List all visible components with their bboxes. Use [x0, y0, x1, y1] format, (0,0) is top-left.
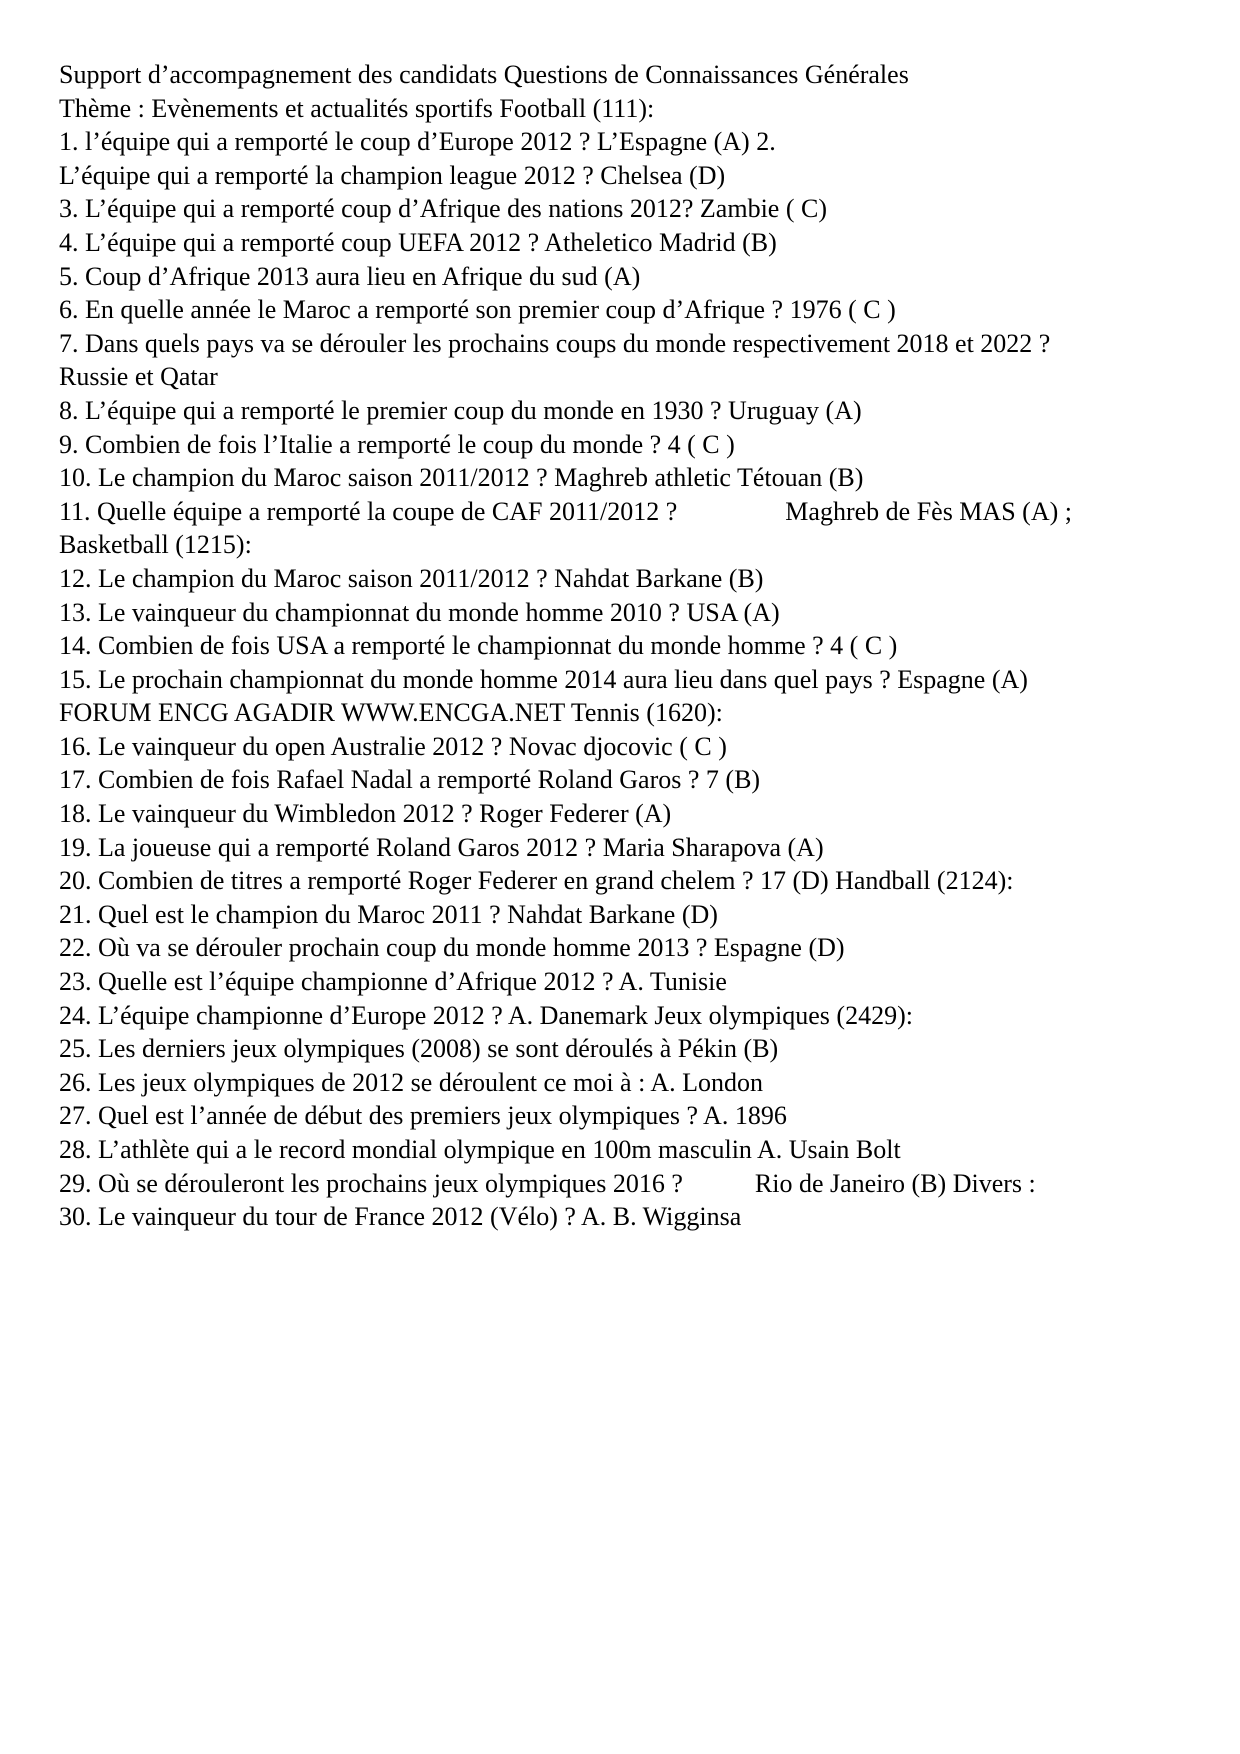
question-line: 25. Les derniers jeux olympiques (2008) se sont déroulés à Pékin (B) — [59, 1034, 779, 1064]
section-heading: Basketball (1215): — [59, 530, 252, 560]
question-line: 28. L’athlète qui a le record mondial olympique en 100m masculin A. Usain Bolt — [59, 1135, 901, 1164]
question-line: 19. La joueuse qui a remporté Roland Garos 2012 ? Maria Sharapova (A) — [59, 832, 824, 862]
question-line: 3. L’équipe qui a remporté coup d’Afrique des nations 2012? Zambie ( C) — [59, 194, 827, 224]
question-line: 14. Combien de fois USA a remporté le championnat du monde homme ? 4 ( C ) — [59, 631, 898, 661]
theme-heading: Thème : Evènements et actualités sportifs Football (111): — [59, 93, 655, 123]
question-line: 23. Quelle est l’équipe championne d’Afrique 2012 ? A. Tunisie — [59, 967, 727, 997]
question-line: 8. L’équipe qui a remporté le premier coup du monde en 1930 ? Uruguay (A) — [59, 395, 862, 425]
question-line: 18. Le vainqueur du Wimbledon 2012 ? Roger Federer (A) — [59, 799, 672, 829]
question-line: 17. Combien de fois Rafael Nadal a remporté Roland Garos ? 7 (B) — [59, 765, 761, 795]
question-line: 13. Le vainqueur du championnat du monde homme 2010 ? USA (A) — [59, 597, 780, 627]
question-line: 6. En quelle année le Maroc a remporté son premier coup d’Afrique ? 1976 ( C ) — [59, 295, 896, 325]
question-line: 26. Les jeux olympiques de 2012 se déroulent ce moi à : A. London — [59, 1067, 764, 1097]
question-line: 22. Où va se dérouler prochain coup du monde homme 2013 ? Espagne (D) — [59, 933, 845, 963]
question-line: 15. Le prochain championnat du monde homme 2014 aura lieu dans quel pays ? Espagne (A) — [59, 664, 1028, 694]
question-line: 20. Combien de titres a remporté Roger Federer en grand chelem ? 17 (D) Handball (2124): — [59, 866, 1014, 896]
question-text: 29. Où se dérouleront les prochains jeux olympiques 2016 ? — [59, 1168, 683, 1198]
question-line: Russie et Qatar — [59, 362, 218, 392]
question-line — [59, 1167, 1209, 1201]
question-line: 12. Le champion du Maroc saison 2011/2012 ? Nahdat Barkane (B) — [59, 563, 764, 593]
question-line — [59, 495, 1209, 529]
answer-text: Rio de Janeiro (B) Divers : — [754, 1168, 1036, 1198]
question-line: L’équipe qui a remporté la champion league 2012 ? Chelsea (D) — [59, 160, 726, 190]
question-line: 30. Le vainqueur du tour de France 2012 (Vélo) ? A. B. Wigginsa — [59, 1202, 742, 1232]
document-body — [59, 58, 1209, 1234]
question-line: 4. L’équipe qui a remporté coup UEFA 2012 ? Atheletico Madrid (B) — [59, 227, 777, 257]
question-line: 16. Le vainqueur du open Australie 2012 ? Novac djocovic ( C ) — [59, 731, 727, 761]
question-line: 21. Quel est le champion du Maroc 2011 ? Nahdat Barkane (D) — [59, 899, 718, 929]
question-line: 5. Coup d’Afrique 2013 aura lieu en Afrique du sud (A) — [59, 261, 641, 291]
question-line: 9. Combien de fois l’Italie a remporté le coup du monde ? 4 ( C ) — [59, 429, 735, 459]
question-line: 1. l’équipe qui a remporté le coup d’Europe 2012 ? L’Espagne (A) 2. — [59, 127, 776, 157]
answer-text: Maghreb de Fès MAS (A) ; — [785, 496, 1072, 526]
question-text: 11. Quelle équipe a remporté la coupe de CAF 2011/2012 ? — [59, 496, 678, 526]
question-line: 7. Dans quels pays va se dérouler les prochains coups du monde respectivement 2018 et 2022 ? — [59, 328, 1051, 358]
question-line: 24. L’équipe championne d’Europe 2012 ? A. Danemark Jeux olympiques (2429): — [59, 1000, 913, 1030]
question-line: 10. Le champion du Maroc saison 2011/2012 ? Maghreb athletic Tétouan (B) — [59, 463, 864, 493]
question-line: 27. Quel est l’année de début des premiers jeux olympiques ? A. 1896 — [59, 1101, 787, 1131]
document-title: Support d’accompagnement des candidats Questions de Connaissances Générales — [59, 60, 909, 89]
section-heading: FORUM ENCG AGADIR WWW.ENCGA.NET Tennis (1620): — [59, 698, 723, 728]
